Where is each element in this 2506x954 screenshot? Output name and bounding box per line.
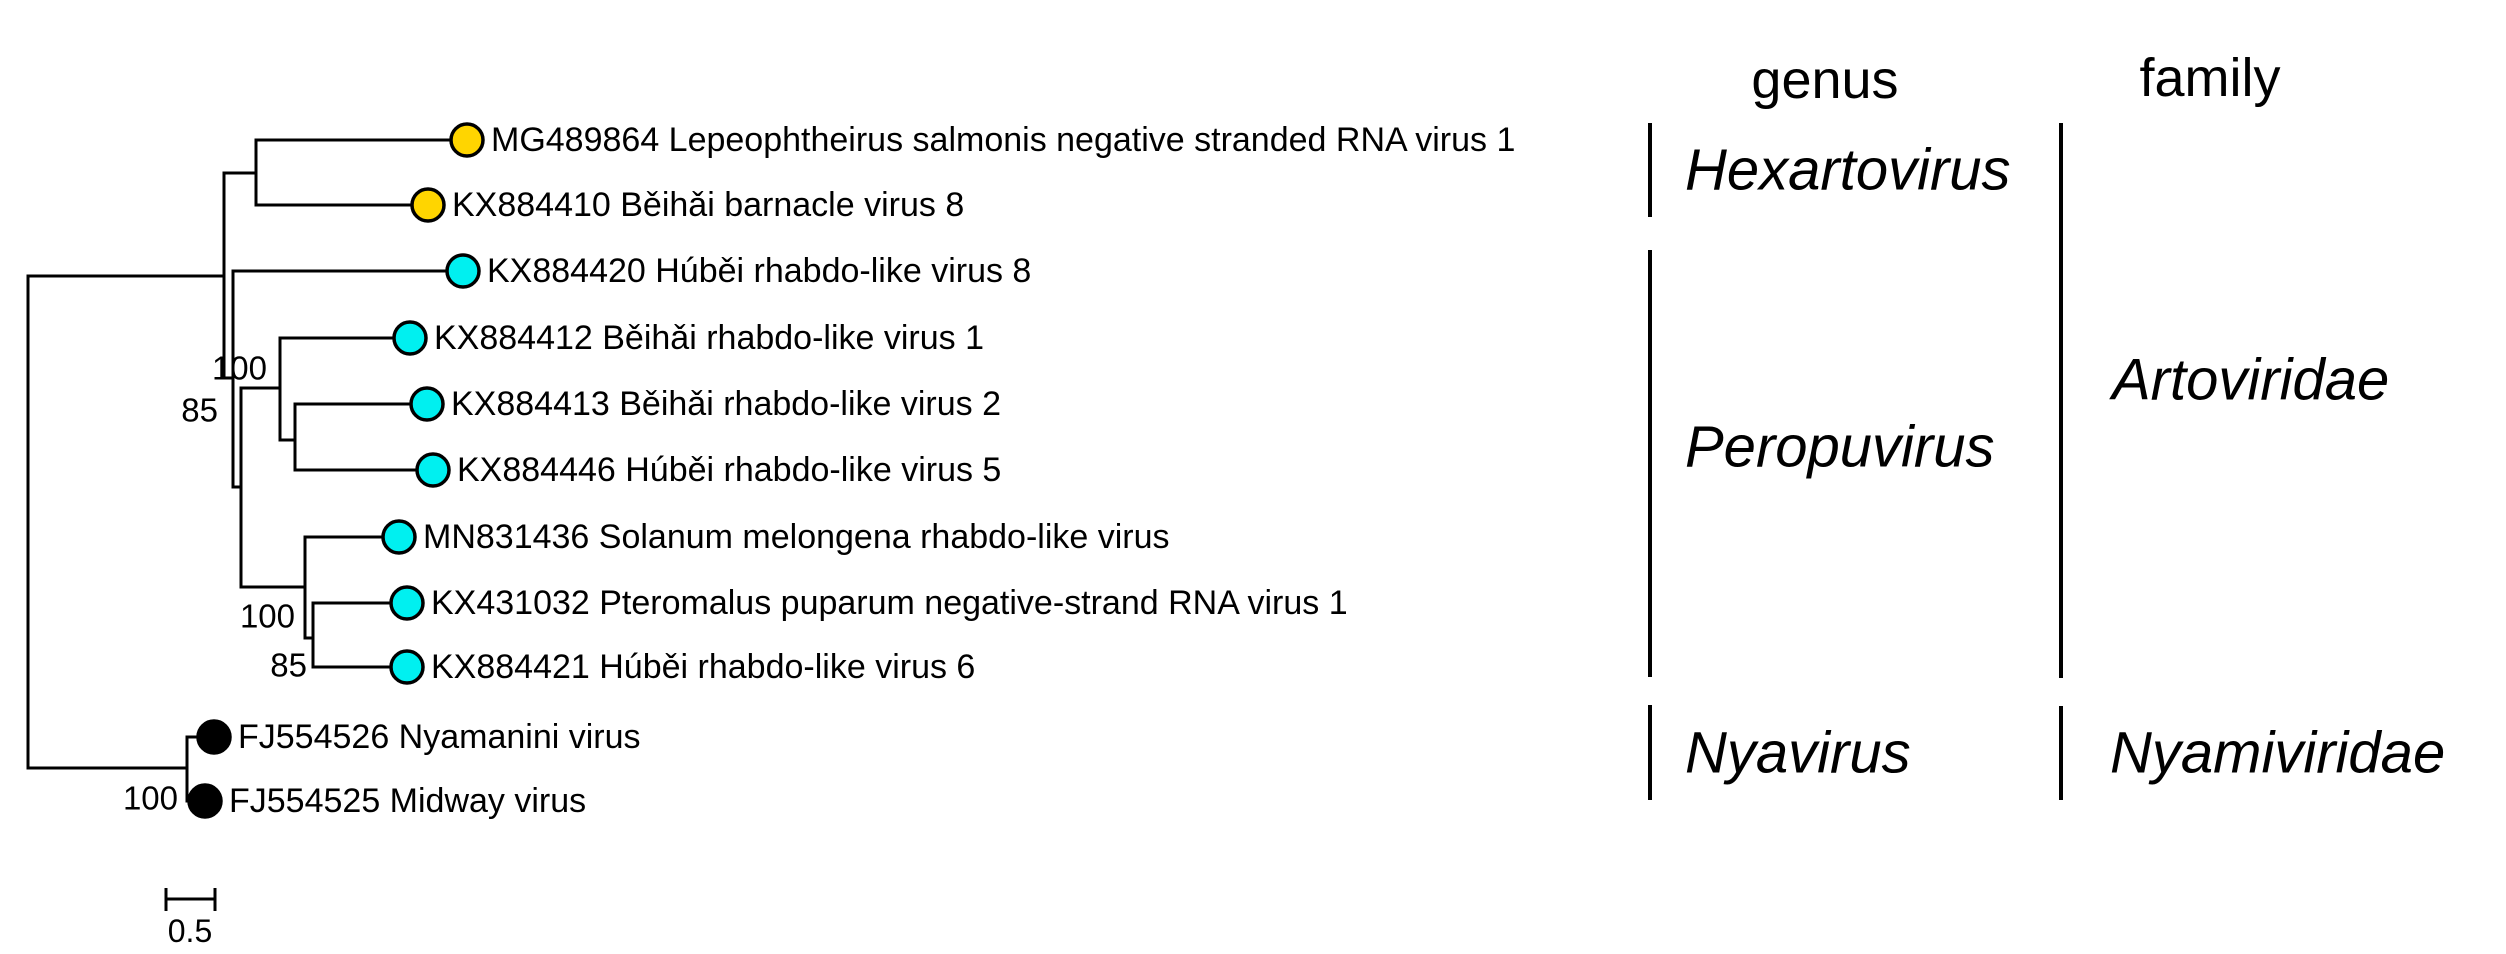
cyan-taxon-marker	[447, 255, 479, 287]
genus-column-header: genus	[1751, 50, 1899, 110]
taxon-label: FJ554526 Nyamanini virus	[238, 718, 641, 756]
genus-name: Hexartovirus	[1685, 137, 2011, 203]
bootstrap-value: 85	[270, 646, 307, 684]
bootstrap-value: 100	[122, 779, 178, 817]
yellow-taxon-marker	[412, 189, 444, 221]
cyan-taxon-marker	[391, 587, 423, 619]
genus-name: Nyavirus	[1685, 720, 1911, 786]
taxon-label: KX884410 Běihǎi barnacle virus 8	[452, 186, 965, 224]
yellow-taxon-marker	[451, 124, 483, 156]
bootstrap-value: 85	[181, 391, 218, 429]
taxon-label: MN831436 Solanum melongena rhabdo-like virus	[423, 518, 1170, 556]
taxon-label: KX884413 Běihǎi rhabdo-like virus 2	[451, 385, 1002, 423]
taxon-label: KX431032 Pteromalus puparum negative-strand RNA virus 1	[431, 584, 1348, 622]
cyan-taxon-marker	[411, 388, 443, 420]
black-taxon-marker	[189, 785, 221, 817]
family-column-header: family	[2139, 48, 2281, 108]
family-name: Nyamiviridae	[2110, 720, 2446, 786]
taxon-label: MG489864 Lepeophtheirus salmonis negative stranded RNA virus 1	[491, 121, 1516, 159]
cyan-taxon-marker	[383, 521, 415, 553]
taxon-label: KX884421 Húběi rhabdo-like virus 6	[431, 648, 976, 686]
taxon-label: KX884412 Běihǎi rhabdo-like virus 1	[434, 319, 985, 357]
black-taxon-marker	[198, 721, 230, 753]
genus-name: Peropuvirus	[1685, 414, 1995, 480]
taxon-label: FJ554525 Midway virus	[229, 782, 587, 820]
bootstrap-value: 100	[239, 597, 295, 635]
scale-bar-label: 0.5	[167, 913, 213, 949]
taxon-label: KX884446 Húběi rhabdo-like virus 5	[457, 451, 1002, 489]
bootstrap-value: 100	[211, 349, 267, 387]
cyan-taxon-marker	[394, 322, 426, 354]
cyan-taxon-marker	[391, 651, 423, 683]
cyan-taxon-marker	[417, 454, 449, 486]
taxon-label: KX884420 Húběi rhabdo-like virus 8	[487, 252, 1032, 290]
family-name: Artoviridae	[2112, 347, 2390, 413]
